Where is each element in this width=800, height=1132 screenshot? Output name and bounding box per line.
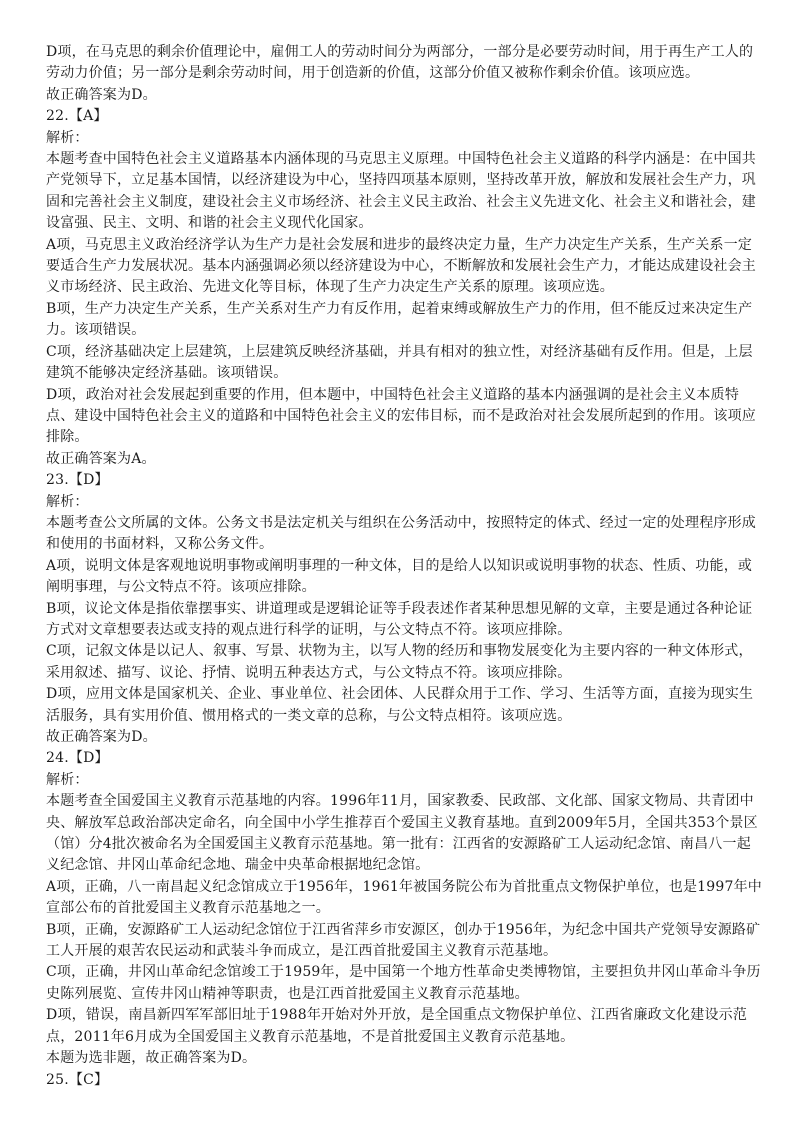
text-line: 故正确答案为D。 [46,86,157,103]
text-line: B项，生产力决定生产关系，生产关系对生产力有反作用，起着束缚或解放生产力的作用，但不能反过来决定生产力。该项错误。 [46,300,753,339]
question-number: 23.【D】 [46,472,109,489]
text-line: 本题考查公文所属的文体。公务文书是法定机关与组织在公务活动中，按照特定的体式、经过一定的处理程序形成和使用的书面材料，又称公务文件。 [46,514,756,553]
text-line: 本题考查中国特色社会主义道路基本内涵体现的马克思主义原理。中国特色社会主义道路的科学内涵是：在中国共产党领导下，立足基本国情，以经济建设为中心，坚持四项基本原则，坚持改革开放，解放和发展社会生产力，巩固和完善社会主义制度，建设社会主义市场经济、社会主义民主政治、社会主义先进文化、社会主义和谐社会，建设富强、民主、文明、和谐的社会主义现代化国家。 [46,151,756,232]
text-line: A项，说明文体是客观地说明事物或阐明事理的一种文体，目的是给人以知识或说明事物的状态、性质、功能，或阐明事理，与公文特点不符。该项应排除。 [46,557,753,596]
question-number: 22.【A】 [46,108,108,125]
text-line: A项，正确，八一南昌起义纪念馆成立于1956年，1961年被国务院公布为首批重点文物保护单位，也是1997年中宣部公布的首批爱国主义教育示范基地之一。 [46,878,762,917]
text-line: D项，政治对社会发展起到重要的作用，但本题中，中国特色社会主义道路的基本内涵强调的是社会主义本质特点、建设中国特色社会主义的道路和中国特色社会主义的宏伟目标，而不是政治对社会发展所起到的作用。该项应排除。 [46,386,756,446]
analysis-label: 解析： [46,493,89,510]
text-line: 故正确答案为D。 [46,729,157,745]
analysis-label: 解析： [46,771,89,788]
text-line: B项，议论文体是指依靠摆事实、讲道理或是逻辑论证等手段表述作者某种思想见解的文章，主要是通过各种论证方式对文章想要表达或支持的观点进行科学的证明，与公文特点不符。该项应排除。 [46,600,753,638]
text-line: B项，正确，安源路矿工人运动纪念馆位于江西省萍乡市安源区，创办于1956年，为纪念中国共产党领导安源路矿工人开展的艰苦农民运动和武装斗争而成立，是江西首批爱国主义教育示范基地。 [46,921,761,960]
question-number: 24.【D】 [46,750,109,767]
text-line: D项，错误，南昌新四军军部旧址于1988年开始对外开放，是全国重点文物保护单位、江西省廉政文化建设示范点，2011年6月成为全国爱国主义教育示范基地，不是首批爱国主义教育示范基地。 [46,1007,748,1045]
text-line: A项，马克思主义政治经济学认为生产力是社会发展和进步的最终决定力量，生产力决定生产关系，生产关系一定要适合生产力发展状况。基本内涵强调必须以经济建设为中心，不断解放和发展社会生产力，才能达成建设社会主义市场经济、民主政治、先进文化等目标，体现了生产力决定生产关系的原理。该项应选。 [46,236,756,296]
document-page [46,42,764,1091]
text-line: C项，记叙文体是以记人、叙事、写景、状物为主，以写人物的经历和事物发展变化为主要内容的一种文体形式，采用叙述、描写、议论、抒情、说明五种表达方式，与公文特点不符。该项应排除。 [46,643,753,681]
analysis-label: 解析： [46,129,89,146]
text-line: 本题为选非题，故正确答案为D。 [46,1050,257,1067]
text-line: 故正确答案为A。 [46,450,156,467]
text-line: D项，应用文体是国家机关、企业、事业单位、社会团体、人民群众用于工作、学习、生活等方面，直接为现实生活服务，具有实用价值、惯用格式的一类文章的总称，与公文特点相符。该项应选。 [46,686,754,724]
text-line: D项，在马克思的剩余价值理论中，雇佣工人的劳动时间分为两部分，一部分是必要劳动时间，用于再生产工人的劳动力价值；另一部分是剩余劳动时间，用于创造新的价值，这部分价值又被称作剩余价值。该项应选。 [46,44,754,82]
text-line: 本题考查全国爱国主义教育示范基地的内容。1996年11月，国家教委、民政部、文化部、国家文物局、共青团中央、解放军总政治部决定命名，向全国中小学生推荐百个爱国主义教育基地。直到2009年5月，全国共353个景区（馆）分4批次被命名为全国爱国主义教育示范基地。第一批有：江西省的安源路矿工人运动纪念馆、南昌八一起义纪念馆、井冈山革命纪念地、瑞金中央革命根据地纪念馆。 [46,793,758,874]
question-number: 25.【C】 [46,1071,109,1088]
text-line: C项，经济基础决定上层建筑，上层建筑反映经济基础，并具有相对的独立性，对经济基础有反作用。但是，上层建筑不能够决定经济基础。该项错误。 [46,343,753,382]
text-line: C项，正确，井冈山革命纪念馆竣工于1959年，是中国第一个地方性革命史类博物馆，主要担负井冈山革命斗争历史陈列展览、宣传井冈山精神等职责，也是江西首批爱国主义教育示范基地。 [46,964,761,1002]
